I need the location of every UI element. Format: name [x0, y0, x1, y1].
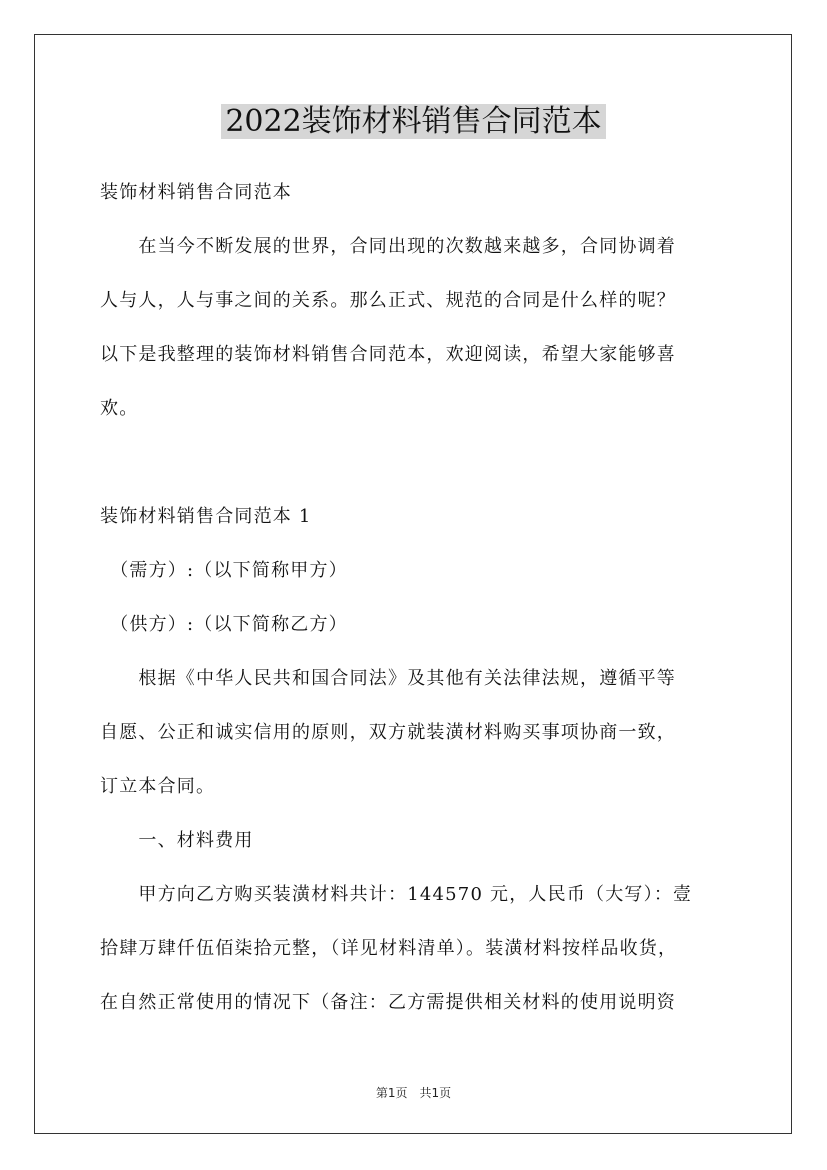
clause-heading: 一、材料费用: [100, 830, 254, 851]
paragraph-line: 人与人，人与事之间的关系。那么正式、规范的合同是什么样的呢？: [100, 290, 676, 311]
paragraph-line: 拾肆万肆仟伍佰柒拾元整，（详见材料清单）。装潢材料按样品收货，: [100, 938, 678, 959]
paragraph-line: 欢。: [100, 398, 139, 419]
paragraph-line: 甲方向乙方购买装潢材料共计：144570 元，人民币（大写）：壹: [100, 884, 693, 905]
party-line: （供方）:（以下简称乙方）: [100, 614, 348, 635]
page-footer: 第1页 共1页: [375, 1086, 452, 1100]
paragraph-line: 以下是我整理的装饰材料销售合同范本，欢迎阅读，希望大家能够喜: [100, 344, 676, 365]
paragraph-line: 在自然正常使用的情况下（备注：乙方需提供相关材料的使用说明资: [100, 992, 676, 1013]
document-title: [0, 100, 827, 144]
document-title-text: 2022装饰材料销售合同范本: [221, 104, 605, 139]
paragraph-line: 自愿、公正和诚实信用的原则，双方就装潢材料购买事项协商一致，: [100, 722, 676, 743]
paragraph-line: 根据《中华人民共和国合同法》及其他有关法律法规，遵循平等: [100, 668, 676, 689]
section-heading: 装饰材料销售合同范本 1: [100, 506, 312, 527]
section-heading: 装饰材料销售合同范本: [100, 182, 292, 203]
paragraph-line: 订立本合同。: [100, 776, 216, 797]
paragraph-line: 在当今不断发展的世界，合同出现的次数越来越多，合同协调着: [100, 236, 676, 257]
party-line: （需方）:（以下简称甲方）: [100, 560, 348, 581]
